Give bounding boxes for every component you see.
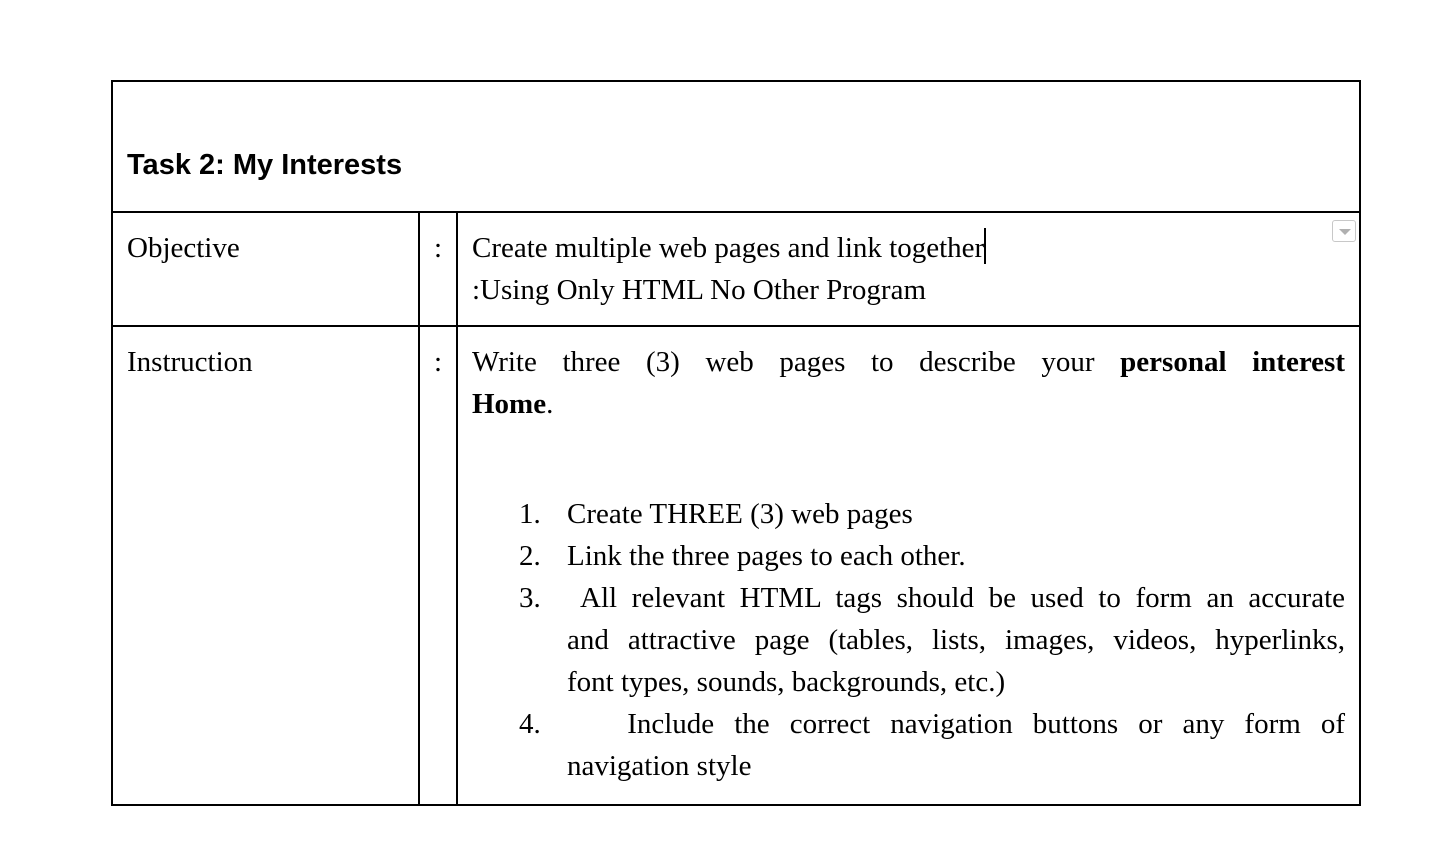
objective-row xyxy=(113,213,1359,327)
list-item-line[interactable]: Include the correct navigation buttons or any form of xyxy=(567,708,1346,740)
instruction-intro[interactable] xyxy=(472,341,1345,425)
list-item-text[interactable]: Create THREE (3) web pages xyxy=(567,498,913,530)
instruction-list xyxy=(472,493,1345,787)
instruction-colon: : xyxy=(433,346,443,378)
objective-line-1[interactable] xyxy=(472,227,1345,269)
list-item[interactable] xyxy=(472,703,1345,787)
instruction-row xyxy=(113,327,1359,806)
list-item[interactable] xyxy=(472,577,1345,703)
instruction-intro-line-1[interactable] xyxy=(472,341,1345,383)
list-item-text[interactable] xyxy=(567,577,1345,703)
list-number: 3. xyxy=(519,582,541,614)
intro-plain-text[interactable]: Write three (3) web pages to describe your xyxy=(472,346,1121,378)
instruction-intro-line-2[interactable] xyxy=(472,388,553,420)
objective-text-1[interactable]: Create multiple web pages and link together xyxy=(472,232,985,264)
list-number: 4. xyxy=(519,708,541,740)
list-item[interactable] xyxy=(472,493,1345,535)
list-item[interactable] xyxy=(472,535,1345,577)
chevron-down-icon[interactable] xyxy=(1332,220,1356,242)
intro-home-text[interactable]: Home xyxy=(472,388,547,420)
task-table xyxy=(111,80,1361,806)
objective-colon: : xyxy=(433,232,443,264)
list-item-line[interactable]: and attractive page (tables, lists, images, videos, hyperlinks, xyxy=(567,624,1345,656)
objective-content[interactable] xyxy=(472,227,1345,311)
objective-label: Objective xyxy=(127,232,240,264)
intro-bold-text[interactable]: personal interest xyxy=(1120,346,1345,378)
instruction-content[interactable] xyxy=(472,341,1345,806)
list-item-text[interactable]: Link the three pages to each other. xyxy=(567,540,966,572)
task-title: Task 2: My Interests xyxy=(127,149,403,181)
intro-period[interactable]: . xyxy=(546,388,554,420)
objective-line-2[interactable]: :Using Only HTML No Other Program xyxy=(472,274,927,306)
title-row xyxy=(113,82,1359,213)
list-number: 2. xyxy=(519,540,541,572)
list-item-line[interactable]: navigation style xyxy=(567,750,752,782)
list-item-line[interactable]: All relevant HTML tags should be used to form an accurate xyxy=(567,582,1345,614)
list-item-text[interactable] xyxy=(567,703,1345,787)
instruction-label: Instruction xyxy=(127,346,253,378)
text-cursor xyxy=(984,228,986,264)
list-number: 1. xyxy=(519,498,541,530)
list-item-line[interactable]: font types, sounds, backgrounds, etc.) xyxy=(567,666,1006,698)
